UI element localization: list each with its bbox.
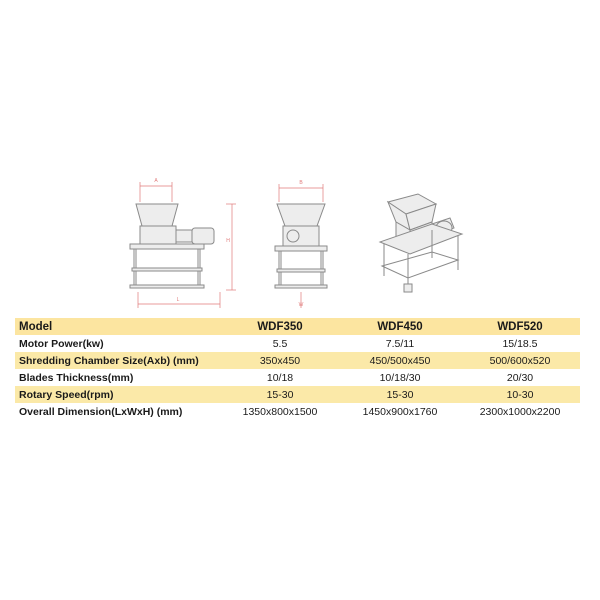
cell-value: 450/500x450 — [340, 352, 460, 369]
cell-value: 350x450 — [220, 352, 340, 369]
table-row — [15, 352, 580, 369]
side-machine-body — [275, 204, 327, 288]
table-row — [15, 369, 580, 386]
cell-value: 10/18 — [266, 371, 294, 384]
cell-value: 15-30 — [340, 386, 460, 403]
isometric-view-drawing — [370, 172, 490, 312]
cell-value: 7.5/11 — [385, 337, 415, 350]
table-row — [15, 335, 580, 352]
front-view-drawing — [120, 172, 240, 312]
model-header: WDF520 — [460, 318, 580, 335]
row-label: Shredding Chamber Size(Axb) (mm) — [15, 352, 220, 369]
row-label: Overall Dimension(LxWxH) (mm) — [19, 405, 183, 418]
cell-value: 10-30 — [460, 386, 580, 403]
side-view-drawing — [265, 172, 345, 312]
dim-w-label: W — [298, 302, 304, 308]
cell-value: 15/18.5 — [502, 337, 538, 350]
cell-value: 5.5 — [272, 337, 288, 350]
header-label: Model — [15, 318, 220, 335]
iso-machine-body — [380, 194, 462, 292]
row-label: Motor Power(kw) — [19, 337, 104, 350]
model-header: WDF450 — [340, 318, 460, 335]
table-header-row — [15, 318, 580, 335]
cell-value: 1350x800x1500 — [242, 405, 318, 418]
row-label: Blades Thickness(mm) — [19, 371, 134, 384]
dim-b-label: B — [299, 180, 303, 186]
cell-value: 10/18/30 — [379, 371, 421, 384]
dim-a-label: A — [154, 178, 158, 184]
cell-value: 20/30 — [506, 371, 534, 384]
spec-table — [15, 318, 580, 420]
cell-value: 15-30 — [220, 386, 340, 403]
machine-drawings — [120, 172, 480, 312]
dim-h-label: H — [226, 238, 230, 244]
dim-l-label: L — [176, 297, 180, 303]
cell-value: 500/600x520 — [460, 352, 580, 369]
cell-value: 1450x900x1760 — [362, 405, 438, 418]
cell-value: 2300x1000x2200 — [479, 405, 561, 418]
row-label: Rotary Speed(rpm) — [15, 386, 220, 403]
table-row — [15, 386, 580, 403]
front-machine-body — [130, 204, 214, 288]
model-header: WDF350 — [220, 318, 340, 335]
table-row — [15, 403, 580, 420]
